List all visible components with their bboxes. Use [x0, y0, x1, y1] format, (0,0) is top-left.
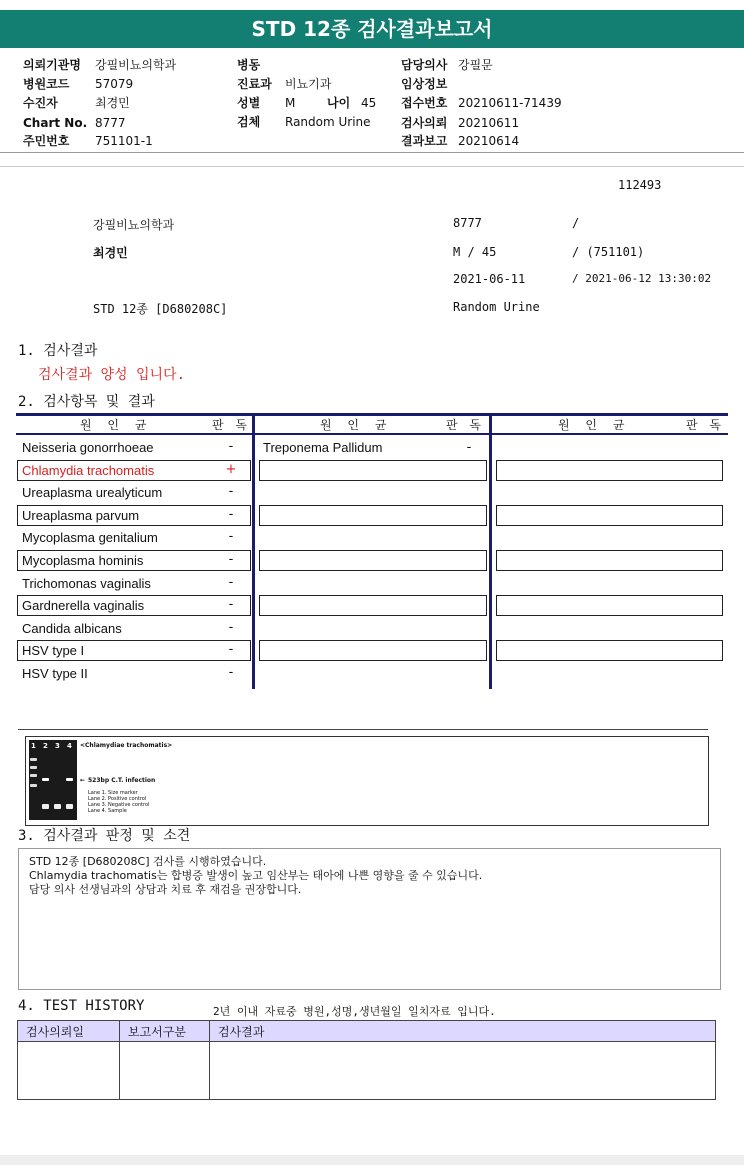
patient-sep: /	[572, 216, 580, 230]
col1-row-4-result: -	[228, 529, 234, 545]
patient-specimen: Random Urine	[453, 300, 540, 314]
sex-value: M	[285, 96, 296, 110]
footer-band	[0, 1155, 744, 1165]
col3-row-box	[496, 595, 723, 616]
col1-row-1-result: +	[225, 461, 237, 477]
col1-row-10-result: -	[228, 665, 234, 680]
result-message: 검사결과 양성 입니다.	[38, 367, 186, 383]
recipient-label: 수진자	[23, 96, 58, 110]
recipient-value: 최경민	[95, 96, 130, 110]
specimen-value: Random Urine	[285, 115, 371, 129]
gel-band	[30, 784, 37, 787]
gel-lane-4: 4	[67, 742, 72, 750]
gel-band	[42, 804, 49, 809]
age-label: 나이	[327, 96, 351, 110]
specimen-label: 검체	[237, 115, 261, 129]
history-col-result: 검사결과	[210, 1021, 716, 1042]
gel-divider	[18, 729, 708, 730]
col1-row-4-name: Mycoplasma genitalium	[22, 530, 158, 546]
col1-row-1-name: Chlamydia trachomatis	[22, 462, 155, 478]
col1-row-3-result: -	[228, 506, 234, 522]
col1-row-5-name: Mycoplasma hominis	[22, 553, 144, 568]
age-value: 45	[361, 96, 377, 110]
header-divider	[0, 152, 744, 153]
comment-line-3: 담당 의사 선생님과의 상담과 치료 후 재검을 권장합니다.	[29, 883, 302, 896]
table-col-divider-2	[489, 413, 492, 689]
history-note: 2년 이내 자료중 병원,성명,생년월일 일치자료 입니다.	[213, 1005, 496, 1018]
chart-no-value: 8777	[95, 116, 126, 130]
clinical-info-label: 임상정보	[401, 77, 448, 91]
patient-clinic: 강필비뇨의학과	[93, 218, 175, 232]
patient-request-date: 2021-06-11	[453, 272, 526, 286]
report-date-value: 20210614	[458, 134, 520, 148]
col1-row-6-name: Trichomonas vaginalis	[22, 575, 151, 591]
gel-band-label: 523bp C.T. infection	[88, 777, 156, 784]
col1-row-6-result: -	[228, 574, 234, 590]
col3-row-box	[496, 505, 723, 526]
table-header-rule	[16, 433, 728, 435]
history-col-request-date: 검사의뢰일	[18, 1021, 120, 1042]
sex-label: 성별	[237, 96, 261, 110]
gel-title: <Chlamydiae trachomatis>	[80, 742, 173, 749]
chart-no-label: Chart No.	[23, 116, 88, 130]
doctor-value: 강필문	[458, 58, 493, 72]
col2-row-box	[259, 595, 487, 616]
col1-row-8-name: Candida albicans	[22, 620, 122, 636]
section-1-title: 1. 검사결과	[18, 343, 98, 359]
ward-label: 병동	[237, 58, 261, 72]
history-cell	[120, 1042, 210, 1100]
gel-band	[54, 804, 61, 809]
col2-row-box	[259, 640, 487, 661]
patient-report-datetime: / 2021-06-12 13:30:02	[572, 272, 712, 285]
doctor-label: 담당의사	[401, 58, 448, 72]
col1-row-5-result: -	[228, 552, 234, 567]
gel-image	[29, 740, 77, 820]
resident-no-label: 주민번호	[23, 134, 70, 148]
gel-legend-2: Lane 2. Positive control	[88, 796, 147, 802]
header-divider-2	[0, 166, 744, 167]
col2-result-header: 판 독	[446, 418, 485, 432]
col1-row-9-result: -	[228, 642, 234, 658]
col2-row-0-name: Treponema Pallidum	[263, 440, 383, 455]
gel-legend-1: Lane 1. Size marker	[88, 790, 138, 796]
receipt-no-label: 접수번호	[401, 96, 448, 110]
patient-chart: 8777	[453, 216, 482, 230]
department-label: 진료과	[237, 77, 272, 91]
report-title: STD 12종 검사결과보고서	[0, 10, 744, 48]
col1-row-8-result: -	[228, 619, 234, 635]
gel-band	[42, 778, 49, 781]
gel-lane-3: 3	[55, 742, 60, 750]
department-value: 비뇨기과	[285, 77, 332, 91]
col2-row-0-result: -	[466, 440, 472, 455]
patient-test-code: STD 12종 [D680208C]	[93, 302, 228, 316]
comment-box	[18, 848, 721, 990]
patient-name: 최경민	[93, 246, 128, 260]
gel-band-label-arrow: ←	[80, 777, 86, 784]
section-3-title: 3. 검사결과 판정 및 소견	[18, 828, 191, 844]
gel-band	[30, 766, 37, 769]
col3-row-box	[496, 460, 723, 481]
col3-row-box	[496, 550, 723, 571]
table-col-divider-1	[252, 413, 255, 689]
col1-row-3-name: Ureaplasma parvum	[22, 507, 140, 523]
col3-row-box	[496, 640, 723, 661]
col1-row-2-name: Ureaplasma urealyticum	[22, 485, 163, 501]
col1-row-7-result: -	[228, 597, 234, 613]
col3-organism-header: 원 인 균	[558, 418, 631, 432]
receipt-no-value: 20210611-71439	[458, 96, 562, 110]
report-date-label: 결과보고	[401, 134, 448, 148]
col1-row-10-name: HSV type II	[22, 666, 88, 681]
gel-lane-2: 2	[43, 742, 48, 750]
section-4-title: 4. TEST HISTORY	[18, 998, 145, 1014]
institution-value: 강필비뇨의학과	[95, 58, 177, 72]
institution-label: 의뢰기관명	[23, 58, 81, 72]
gel-band	[30, 758, 37, 761]
history-table	[17, 1020, 716, 1100]
col2-organism-header: 원 인 균	[320, 418, 393, 432]
section-2-title: 2. 검사항목 및 결과	[18, 394, 155, 410]
gel-band	[30, 774, 37, 777]
gel-legend-4: Lane 4. Sample	[88, 808, 127, 814]
comment-line-1: STD 12종 [D680208C] 검사를 시행하였습니다.	[29, 855, 267, 868]
col2-row-box	[259, 550, 487, 571]
gel-band	[66, 804, 73, 809]
hospital-code-label: 병원코드	[23, 77, 70, 91]
col1-row-9-name: HSV type I	[22, 643, 85, 659]
gel-lane-1: 1	[31, 742, 36, 750]
col3-result-header: 판 독	[686, 418, 725, 432]
gel-band	[66, 778, 73, 781]
col1-row-2-result: -	[228, 484, 234, 500]
col2-row-box	[259, 460, 487, 481]
history-col-report-type: 보고서구분	[120, 1021, 210, 1042]
col1-organism-header: 원 인 균	[80, 418, 153, 432]
resident-no-value: 751101-1	[95, 134, 153, 148]
history-cell	[18, 1042, 120, 1100]
col2-row-box	[259, 505, 487, 526]
col1-row-0-result: -	[228, 439, 234, 454]
comment-line-2: Chlamydia trachomatis는 합병증 발생이 높고 임산부는 태아에 나쁜 영향을 줄 수 있습니다.	[29, 869, 483, 882]
patient-resident: / (751101)	[572, 245, 645, 259]
patient-id-number: 112493	[618, 178, 662, 192]
request-date-value: 20210611	[458, 116, 520, 130]
col1-result-header: 판 독	[212, 418, 251, 432]
gel-legend-3: Lane 3. Negative control	[88, 802, 150, 808]
history-cell	[210, 1042, 716, 1100]
history-empty-row	[18, 1042, 716, 1100]
hospital-code-value: 57079	[95, 77, 134, 91]
col1-row-7-name: Gardnerella vaginalis	[22, 598, 145, 614]
request-date-label: 검사의뢰	[401, 116, 448, 130]
col1-row-0-name: Neisseria gonorrhoeae	[22, 440, 154, 455]
patient-sex-age: M / 45	[453, 245, 497, 259]
